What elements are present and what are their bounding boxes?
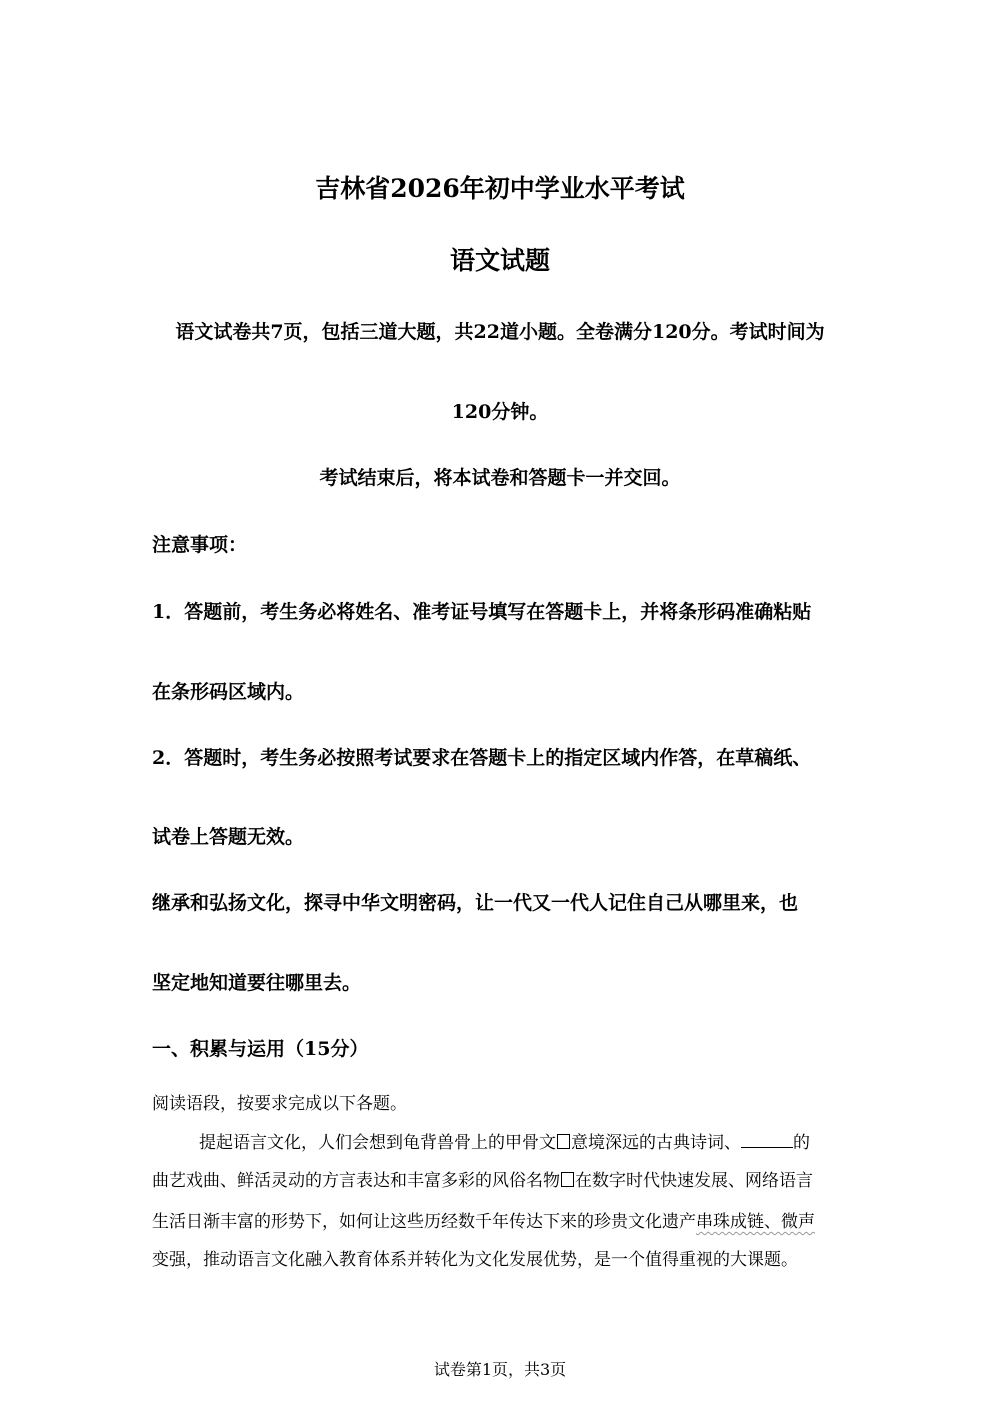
passage-line-4: 变强，推动语言文化融入教育体系并转化为文化发展优势，是一个值得重视的大课题。 bbox=[152, 1250, 798, 1270]
passage-text: 生活日渐丰富的形势下，如何让这些历经数千年传达下来的珍贵文化遗产 bbox=[152, 1212, 696, 1232]
section-1-heading: 一、积累与运用（15分） bbox=[152, 1038, 369, 1060]
punctuation-blank-box-2 bbox=[561, 1172, 574, 1187]
exam-title: 吉林省2026年初中学业水平考试 bbox=[315, 174, 685, 203]
intro-line-2: 120分钟。 bbox=[451, 401, 549, 423]
intro-line-3: 考试结束后，将本试卷和答题卡一并交回。 bbox=[319, 467, 681, 489]
notice-item-2-line-1: 2．答题时，考生务必按照考试要求在答题卡上的指定区域内作答，在草稿纸、 bbox=[152, 747, 812, 769]
theme-line-2: 坚定地知道要往哪里去。 bbox=[152, 972, 362, 994]
intro-line-1: 语文试卷共7页，包括三道大题，共22道小题。全卷满分120分。考试时间为 bbox=[175, 321, 825, 343]
wavy-underlined-text: 串珠成链、微声 bbox=[696, 1212, 815, 1232]
passage-text: 在数字时代快速发展、网络语言 bbox=[575, 1171, 813, 1191]
section-1-instruction: 阅读语段，按要求完成以下各题。 bbox=[152, 1094, 407, 1114]
passage-text: 提起语言文化，人们会想到龟背兽骨上的甲骨文 bbox=[199, 1133, 556, 1153]
passage-line-1 bbox=[199, 1128, 810, 1153]
notice-item-1-line-1: 1．答题前，考生务必将姓名、准考证号填写在答题卡上，并将条形码准确粘贴 bbox=[152, 601, 812, 623]
passage-text: 的 bbox=[793, 1133, 810, 1153]
passage-text: 曲艺戏曲、鲜活灵动的方言表达和丰富多彩的风俗名物 bbox=[152, 1171, 560, 1191]
passage-line-3 bbox=[152, 1207, 815, 1232]
notice-item-2-line-2: 试卷上答题无效。 bbox=[152, 826, 305, 848]
notice-heading: 注意事项： bbox=[152, 534, 248, 556]
punctuation-blank-box-1 bbox=[557, 1134, 570, 1149]
page-footer: 试卷第1页，共3页 bbox=[433, 1360, 567, 1379]
passage-text: 意境深远的古典诗词、 bbox=[571, 1133, 741, 1153]
passage-line-2 bbox=[152, 1166, 813, 1191]
fill-in-blank bbox=[741, 1133, 793, 1148]
subject-title: 语文试题 bbox=[449, 246, 550, 275]
theme-line-1: 继承和弘扬文化，探寻中华文明密码，让一代又一代人记住自己从哪里来，也 bbox=[152, 892, 799, 914]
notice-item-1-line-2: 在条形码区域内。 bbox=[152, 681, 305, 703]
